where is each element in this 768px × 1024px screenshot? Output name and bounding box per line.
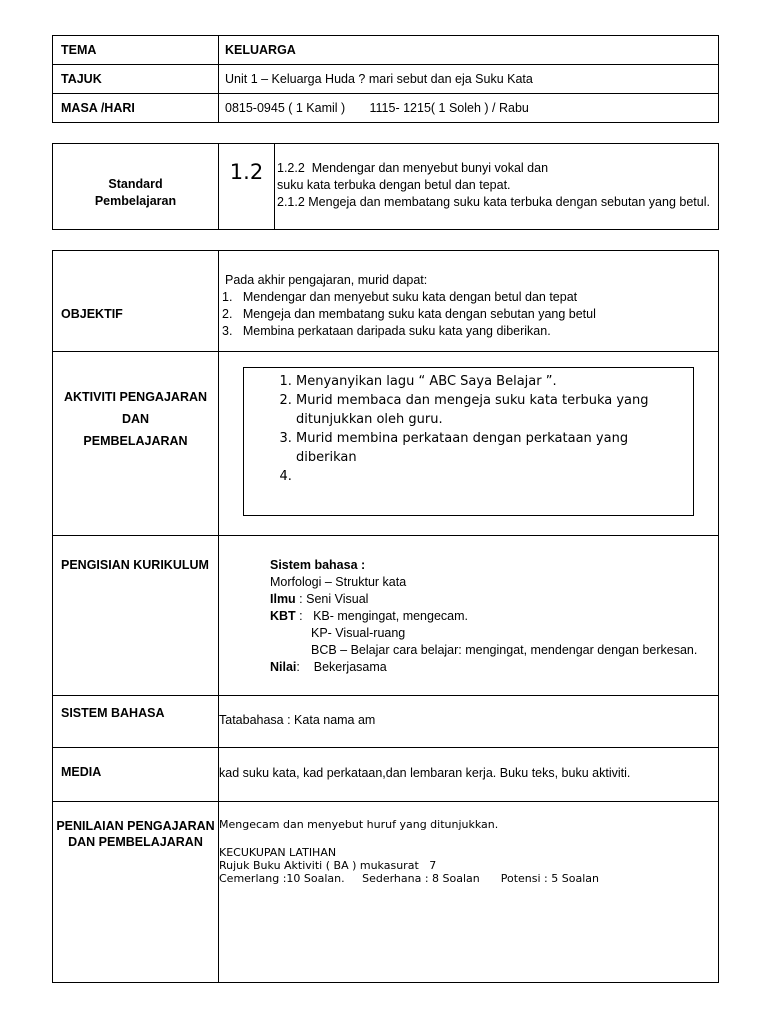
aktiviti-item-2: 2. Murid membaca dan mengeja suku kata terbuka yang ditunjukkan oleh guru. [296,391,679,429]
standard-label [53,144,219,230]
aktiviti-item-4 [296,467,679,486]
aktiviti-label [53,352,219,536]
media-row [53,748,719,802]
kurikulum-nilai [270,659,718,676]
objektif-intro: Pada akhir pengajaran, murid dapat: [225,273,428,287]
kbt-line-1: : KB- mengingat, mengecam. [295,609,469,623]
header-row-tajuk [53,65,719,94]
standard-label-line2: Pembelajaran [94,194,177,208]
kurikulum-heading: Sistem bahasa : [270,558,366,572]
penilaian-line-4: Cemerlang :10 Soalan. Sederhana : 8 Soalan Potensi : 5 Soalan [219,872,599,885]
ilmu-value: : Seni Visual [295,592,369,606]
objektif-row [53,251,719,352]
kurikulum-kbt [270,608,718,625]
aktiviti-label-line2: DAN [121,412,150,426]
aktiviti-label-line1: AKTIVITI PENGAJARAN [63,390,208,404]
kbt-label: KBT [270,609,296,623]
standard-label-line1: Standard [108,177,163,191]
penilaian-row [53,802,719,983]
penilaian-label-line2: DAN PEMBELAJARAN [68,835,203,849]
penilaian-content [219,802,719,983]
standard-number: 1.2 [219,144,275,230]
aktiviti-item-3: 3. Murid membina perkataan dengan perkataan yang diberikan [296,429,679,467]
standard-table [52,143,719,230]
sistem-bahasa-label: SISTEM BAHASA [53,696,219,748]
kurikulum-morfologi: Morfologi – Struktur kata [270,575,407,589]
penilaian-label [53,802,219,983]
aktiviti-content [219,352,719,536]
aktiviti-label-line3: PEMBELAJARAN [83,434,188,448]
header-table [52,35,719,123]
tema-label: TEMA [53,36,219,65]
kurikulum-label: PENGISIAN KURIKULUM [53,536,219,696]
masa-label: MASA /HARI [53,94,219,123]
header-row-tema [53,36,719,65]
aktiviti-box [243,367,694,516]
objektif-label: OBJEKTIF [53,251,219,352]
aktiviti-item-1: 1. Menyanyikan lagu “ ABC Saya Belajar ”. [296,372,679,391]
standard-line-1: 1.2.2 Mendengar dan menyebut bunyi vokal dan [277,161,549,175]
tema-value: KELUARGA [219,36,719,65]
sistem-bahasa-row [53,696,719,748]
aktiviti-list [244,368,693,486]
objektif-item-2: 2. Mengeja dan membatang suku kata dengan sebutan yang betul [222,307,596,321]
standard-line-2: suku kata terbuka dengan betul dan tepat. [277,178,511,192]
standard-text [275,144,719,230]
kbt-line-3: BCB – Belajar cara belajar: mengingat, mendengar dengan berkesan. [311,643,698,657]
ilmu-label: Ilmu [270,592,296,606]
kurikulum-row [53,536,719,696]
penilaian-label-line1: PENILAIAN PENGAJARAN [56,819,215,833]
kurikulum-content [219,536,719,696]
penilaian-line-1: Mengecam dan menyebut huruf yang ditunjukkan. [219,818,499,831]
tajuk-value: Unit 1 – Keluarga Huda ? mari sebut dan eja Suku Kata [219,65,719,94]
penilaian-line-2: KECUKUPAN LATIHAN [219,846,337,859]
kurikulum-ilmu [270,591,718,608]
nilai-value: : Bekerjasama [296,660,387,674]
header-row-masa [53,94,719,123]
main-table [52,250,719,983]
objektif-item-3: 3. Membina perkataan daripada suku kata yang diberikan. [222,324,551,338]
sistem-bahasa-value: Tatabahasa : Kata nama am [219,696,719,748]
nilai-label: Nilai [270,660,297,674]
standard-line-3: 2.1.2 Mengeja dan membatang suku kata terbuka dengan sebutan yang betul. [277,195,710,209]
tajuk-label: TAJUK [53,65,219,94]
kbt-line-2: KP- Visual-ruang [311,626,406,640]
penilaian-line-3: Rujuk Buku Aktiviti ( BA ) mukasurat 7 [219,859,437,872]
objektif-content [219,251,719,352]
aktiviti-row [53,352,719,536]
masa-value: 0815-0945 ( 1 Kamil ) 1115- 1215( 1 Soleh ) / Rabu [219,94,719,123]
objektif-item-1: 1. Mendengar dan menyebut suku kata dengan betul dan tepat [222,290,578,304]
media-label: MEDIA [53,748,219,802]
media-value: kad suku kata, kad perkataan,dan lembaran kerja. Buku teks, buku aktiviti. [219,748,719,802]
